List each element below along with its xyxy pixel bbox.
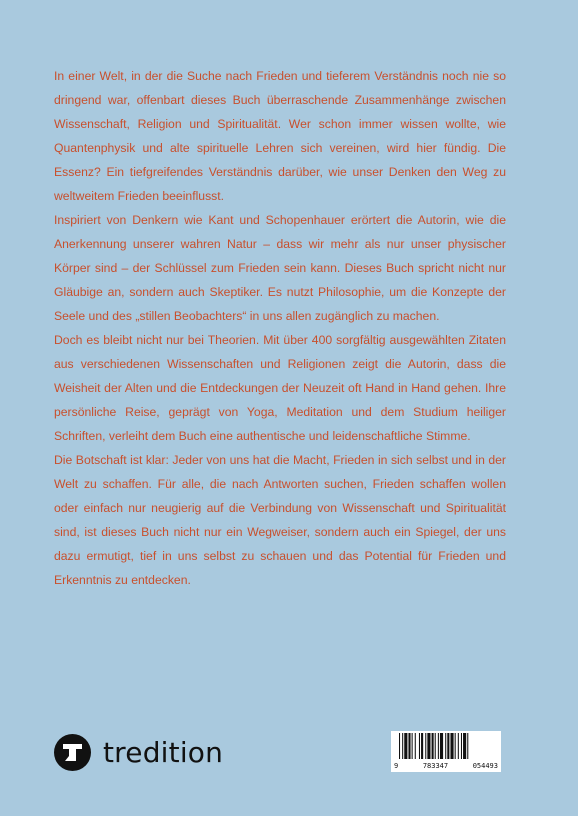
barcode-bar: [415, 733, 416, 759]
barcode-digit: 9: [394, 762, 399, 770]
barcode-bar: [440, 733, 443, 759]
barcode-bar: [402, 733, 403, 759]
blurb-paragraph: Inspiriert von Denkern wie Kant und Schopenhauer erörtert die Autorin, wie die Anerkennung unserer wahren Natur – dass wir mehr als nur unser physischer Körper sind – der Schlüssel zum Frieden sein kann. Dieses Buch spricht nicht nur Gläubige an, sondern auch Skeptiker. Es nutzt Philosophie, um die Konzepte der Seele und des „stillen Beobachters“ in uns allen zugänglich zu machen.: [54, 213, 506, 323]
barcode-bar: [455, 733, 456, 759]
barcode-bar: [425, 733, 426, 759]
barcode-bar: [435, 733, 436, 759]
barcode-bar: [438, 733, 439, 759]
blurb-paragraph: In einer Welt, in der die Suche nach Frieden und tieferem Verständnis noch nie so dringend war, offenbart dieses Buch überraschende Zusammenhänge zwischen Wissenschaft, Religion und Spiritualität. Wer schon immer wissen wollte, wie Quantenphysik und alte spirituelle Lehren sich vereinen, wird hier fündig. Die Essenz? Ein tiefgreifendes Verständnis darüber, wie unser Denken den Weg zu weltweitem Frieden beeinflusst.: [54, 69, 506, 203]
tredition-logo-icon: [54, 734, 91, 771]
barcode-bar: [463, 733, 466, 759]
barcode-bar: [427, 733, 430, 759]
barcode-bar: [412, 733, 413, 759]
barcode-digit-group: 054493: [472, 762, 498, 770]
barcode-bar: [445, 733, 446, 759]
barcode-digit-group: 783347: [422, 762, 449, 770]
publisher-name: tredition: [103, 735, 224, 769]
barcode-bar: [461, 733, 462, 759]
barcode-bar: [404, 733, 407, 759]
barcode-bars: [391, 731, 501, 761]
barcode-bar: [447, 733, 449, 759]
isbn-barcode: [391, 731, 501, 772]
barcode-bar: [399, 733, 400, 759]
barcode-bar: [450, 733, 453, 759]
blurb-paragraph: Doch es bleibt nicht nur bei Theorien. Mit über 400 sorgfältig ausgewählten Zitaten aus verschiedenen Wissenschaften und Religionen zeigt die Autorin, dass die Weisheit der Alten und die Entdeckungen der Neuzeit oft Hand in Hand gehen. Ihre persönliche Reise, geprägt von Yoga, Meditation und dem Studium heiliger Schriften, verleiht dem Buch eine authentische und leidenschaftliche Stimme.: [54, 333, 506, 443]
barcode-bar: [432, 733, 434, 759]
barcode-bar: [421, 733, 423, 759]
barcode-bar: [408, 733, 410, 759]
publisher-logo: [54, 734, 223, 771]
barcode-digits: [391, 762, 501, 770]
back-cover-blurb: [54, 64, 506, 592]
barcode-bar: [458, 733, 459, 759]
barcode-bar: [419, 733, 420, 759]
barcode-bar: [467, 733, 468, 759]
blurb-paragraph: Die Botschaft ist klar: Jeder von uns hat die Macht, Frieden in sich selbst und in der Welt zu schaffen. Für alle, die nach Antworten suchen, Frieden schaffen wollen oder einfach nur neugierig auf die Verbindung von Wissenschaft und Spiritualität sind, ist dieses Buch nicht nur ein Wegweiser, sondern auch ein Spiegel, der uns dazu ermutigt, tief in uns selbst zu schauen und das Potential für Frieden und Erkenntnis zu entdecken.: [54, 453, 506, 587]
